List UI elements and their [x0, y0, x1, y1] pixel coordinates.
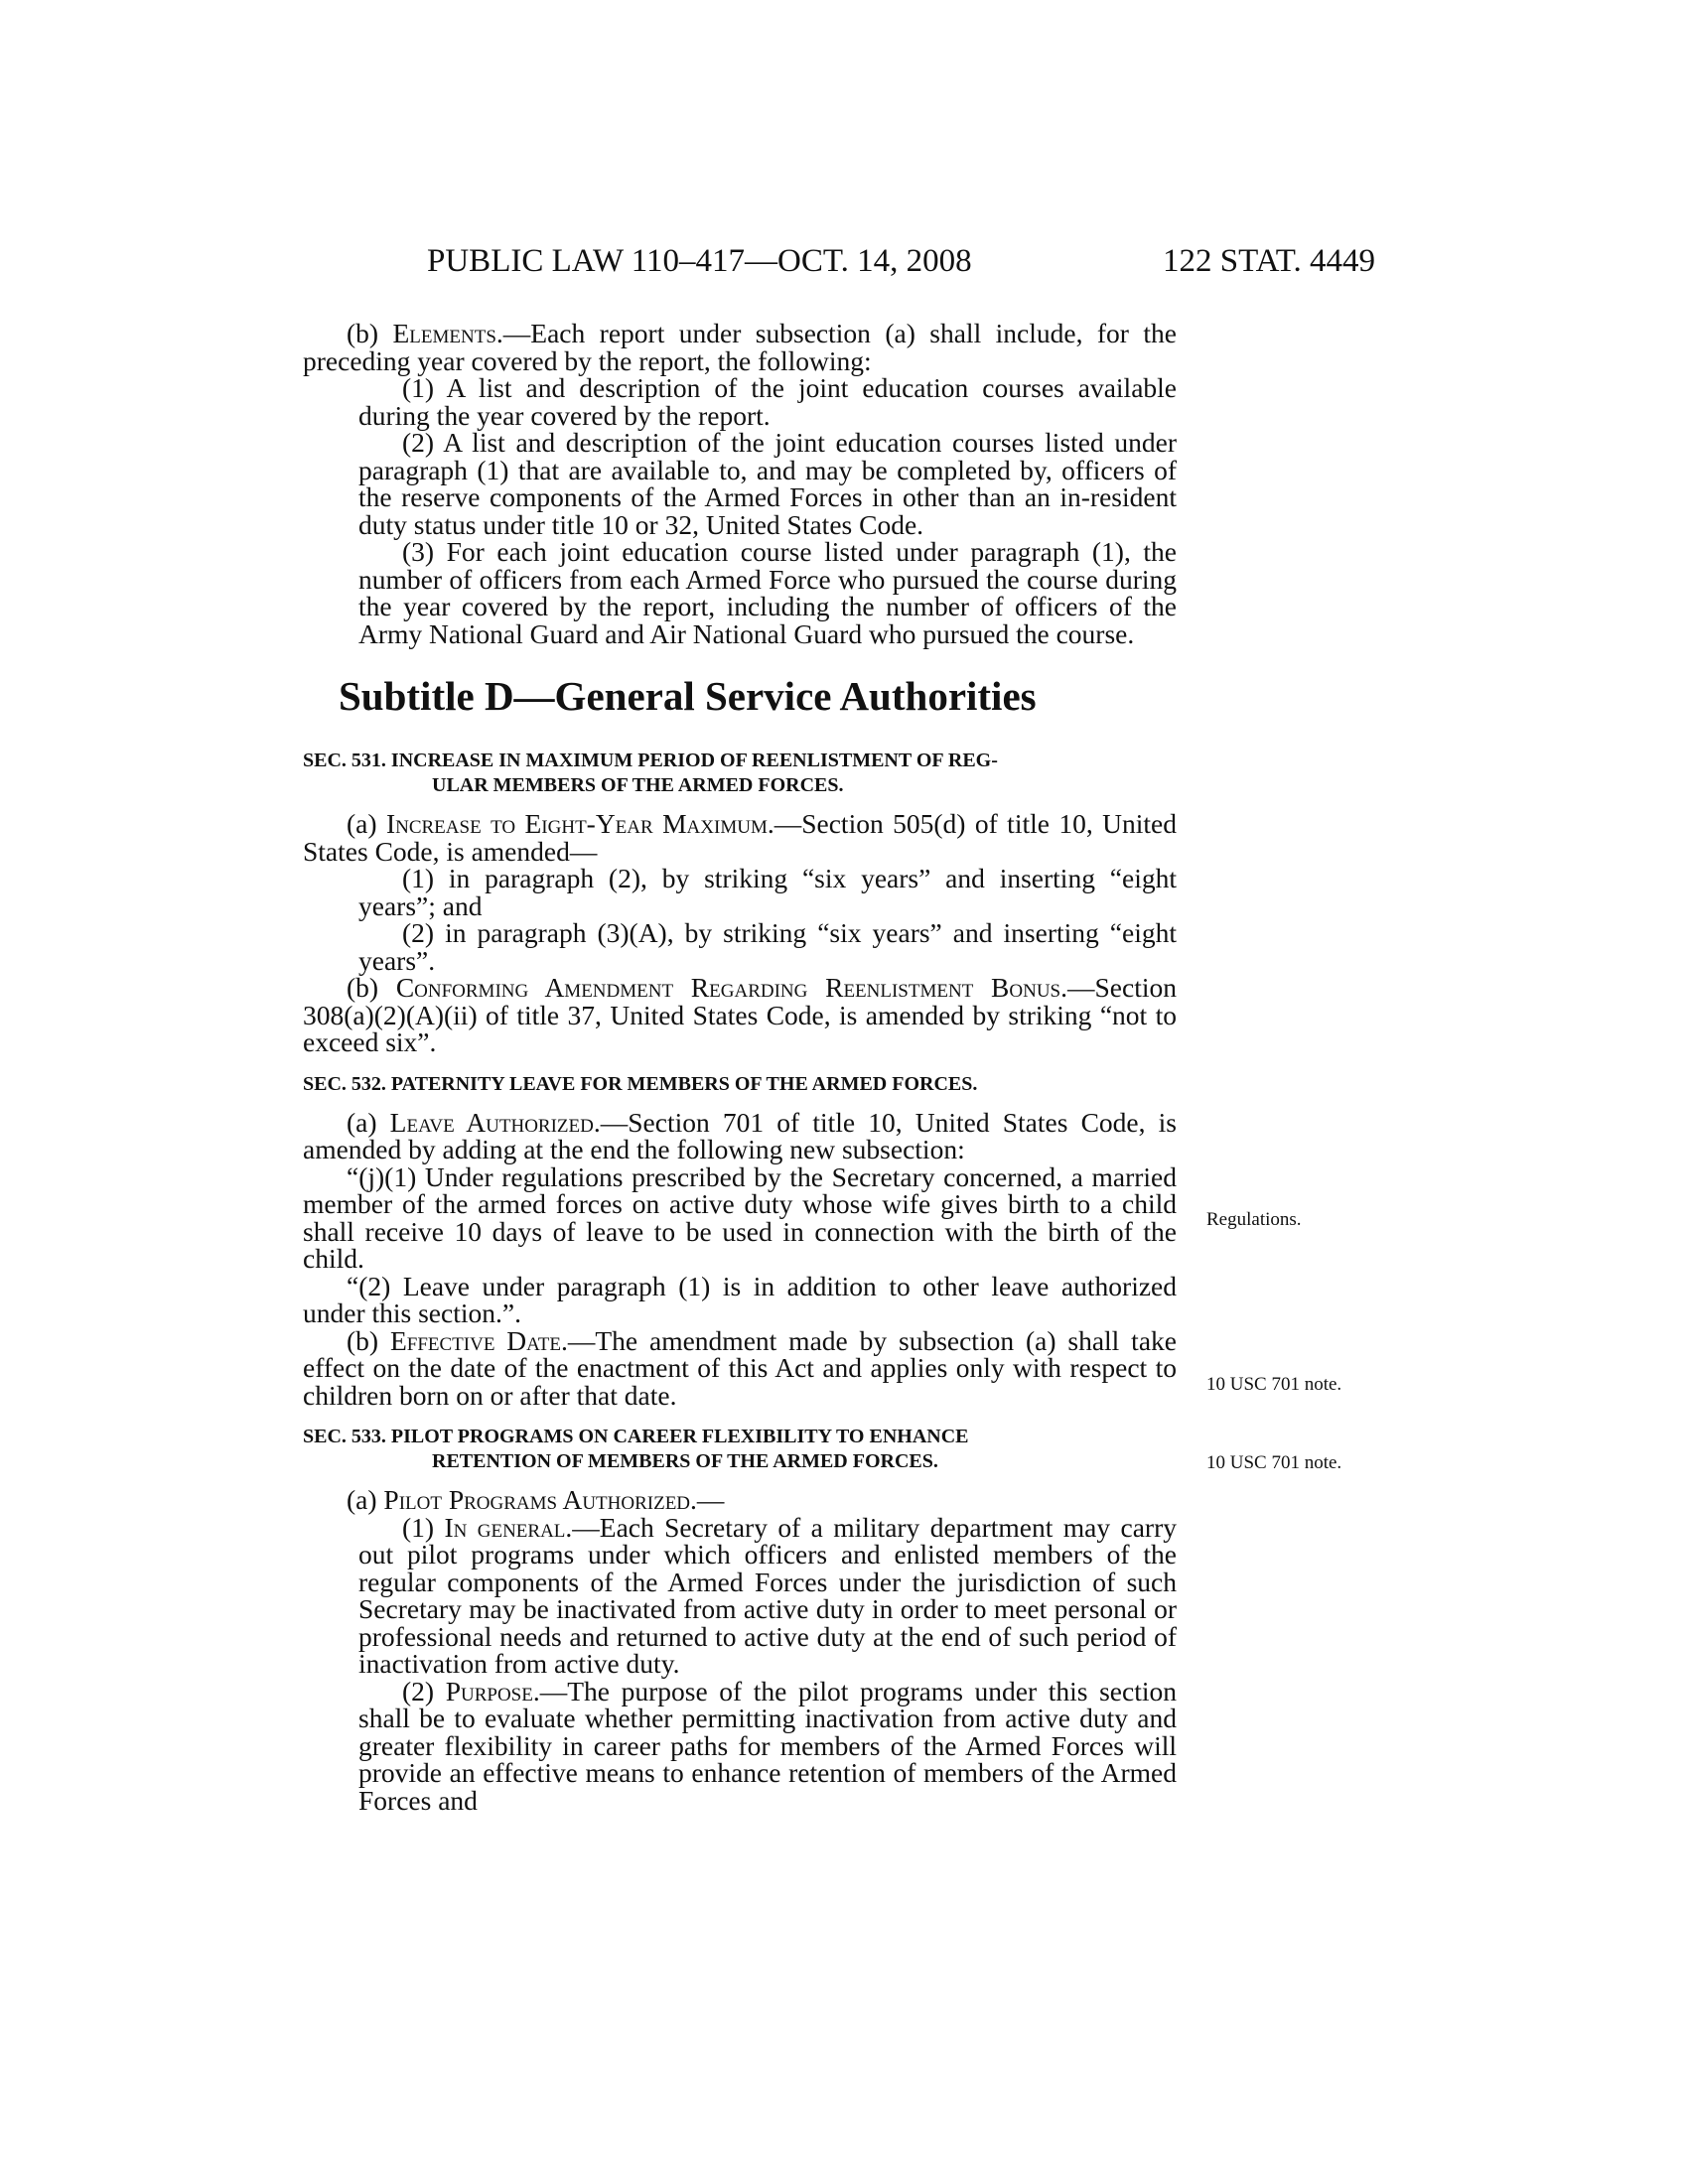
- page-number: 122 STAT. 4449: [1162, 243, 1375, 279]
- elements-paragraph: (b) Elements.—Each report under subsection (a) shall include, for the preceding year covered by the report, the following:: [303, 318, 1177, 376]
- running-head: PUBLIC LAW 110–417—OCT. 14, 2008: [427, 243, 972, 279]
- sec-533-a-2-heading: Purpose: [445, 1675, 533, 1706]
- sec-532-j-1: “(j)(1) Under regulations prescribed by the Secretary concerned, a married member of the armed forces on active duty whose wife gives birth to a child shall receive 10 days of leave to be used in connection with the birth of the child.: [303, 1160, 1177, 1274]
- sec-532-b: (b) Effective Date.—The amendment made by subsection (a) shall take effect on the date of the enactment of this Act and applies only with respect to children born on or after that date.: [303, 1324, 1177, 1411]
- sec-531-b: (b) Conforming Amendment Regarding Reenlistment Bonus.—Section 308(a)(2)(A)(ii) of title 37, United States Code, is amended by striking “not to exceed six”.: [303, 972, 1177, 1057]
- sec-532-heading: SEC. 532. PATERNITY LEAVE FOR MEMBERS OF THE ARMED FORCES.: [303, 1072, 978, 1095]
- sidenote-usc-701-note-2: 10 USC 701 note.: [1206, 1452, 1342, 1473]
- subtitle-heading: Subtitle D—General Service Authorities: [339, 673, 1037, 719]
- sec-531-a-2: (2) in paragraph (3)(A), by striking “six years” and inserting “eight years”.: [358, 917, 1177, 976]
- sec-532-j-2: “(2) Leave under paragraph (1) is in addition to other leave authorized under this section.”.: [303, 1270, 1177, 1328]
- elements-item-3: (3) For each joint education course listed under paragraph (1), the number of officers from each Armed Force who pursued the course during the year covered by the report, including the number of officers of the Army National Guard and Air National Guard who pursued the course.: [358, 536, 1177, 649]
- elements-item-2: (2) A list and description of the joint education courses listed under paragraph (1) that are available to, and may be completed by, officers of the reserve components of the Armed Forces in other than an in-resident duty status under title 10 or 32, United States Code.: [358, 427, 1177, 540]
- sec-531-a-1: (1) in paragraph (2), by striking “six years” and inserting “eight years”; and: [358, 863, 1177, 921]
- sec-531-b-heading: Conforming Amendment Regarding Reenlistment Bonus: [395, 972, 1061, 1003]
- elements-item-1: (1) A list and description of the joint education courses available during the year covered by the report.: [358, 372, 1177, 431]
- sec-531-heading: SEC. 531. INCREASE IN MAXIMUM PERIOD OF REENLISTMENT OF REG- ULAR MEMBERS OF THE ARMED FORCES.: [303, 750, 998, 796]
- sec-533-a-1-heading: In general: [444, 1511, 566, 1543]
- sidenote-regulations: Regulations.: [1206, 1209, 1302, 1230]
- sec-533-a-1: (1) In general.—Each Secretary of a military department may carry out pilot programs under which officers and enlisted members of the regular components of the Armed Forces under the jurisdiction of such Secretary may be inactivated from active duty in order to meet personal or professional needs and returned to active duty at the end of such period of inactivation from active duty.: [358, 1511, 1177, 1679]
- sec-532-a-heading: Leave Authorized: [389, 1106, 594, 1138]
- sidenote-usc-701-note-1: 10 USC 701 note.: [1206, 1374, 1342, 1395]
- sec-533-heading: SEC. 533. PILOT PROGRAMS ON CAREER FLEXIBILITY TO ENHANCE RETENTION OF MEMBERS OF THE ARMED FORCES.: [303, 1426, 969, 1472]
- sec-531-a: (a) Increase to Eight-Year Maximum.—Section 505(d) of title 10, United States Code, is amended—: [303, 808, 1178, 867]
- sec-531-a-heading: Increase to Eight-Year Maximum: [385, 808, 768, 839]
- sec-532-b-heading: Effective Date: [389, 1324, 561, 1356]
- sec-532-a: (a) Leave Authorized.—Section 701 of title 10, United States Code, is amended by adding at the end the following new subsection:: [303, 1106, 1177, 1164]
- elements-heading: Elements: [392, 318, 496, 348]
- sec-533-a-heading: Pilot Programs Authorized: [383, 1484, 691, 1515]
- page-header: [298, 243, 1375, 283]
- sec-533-a-2: (2) Purpose.—The purpose of the pilot programs under this section shall be to evaluate whether permitting inactivation from active duty and greater flexibility in career paths for members of the Armed Forces will provide an effective means to enhance retention of members of the Armed Forces and: [358, 1675, 1177, 1816]
- body-column: [303, 320, 1177, 1814]
- sec-533-a: (a) Pilot Programs Authorized.—: [347, 1484, 725, 1515]
